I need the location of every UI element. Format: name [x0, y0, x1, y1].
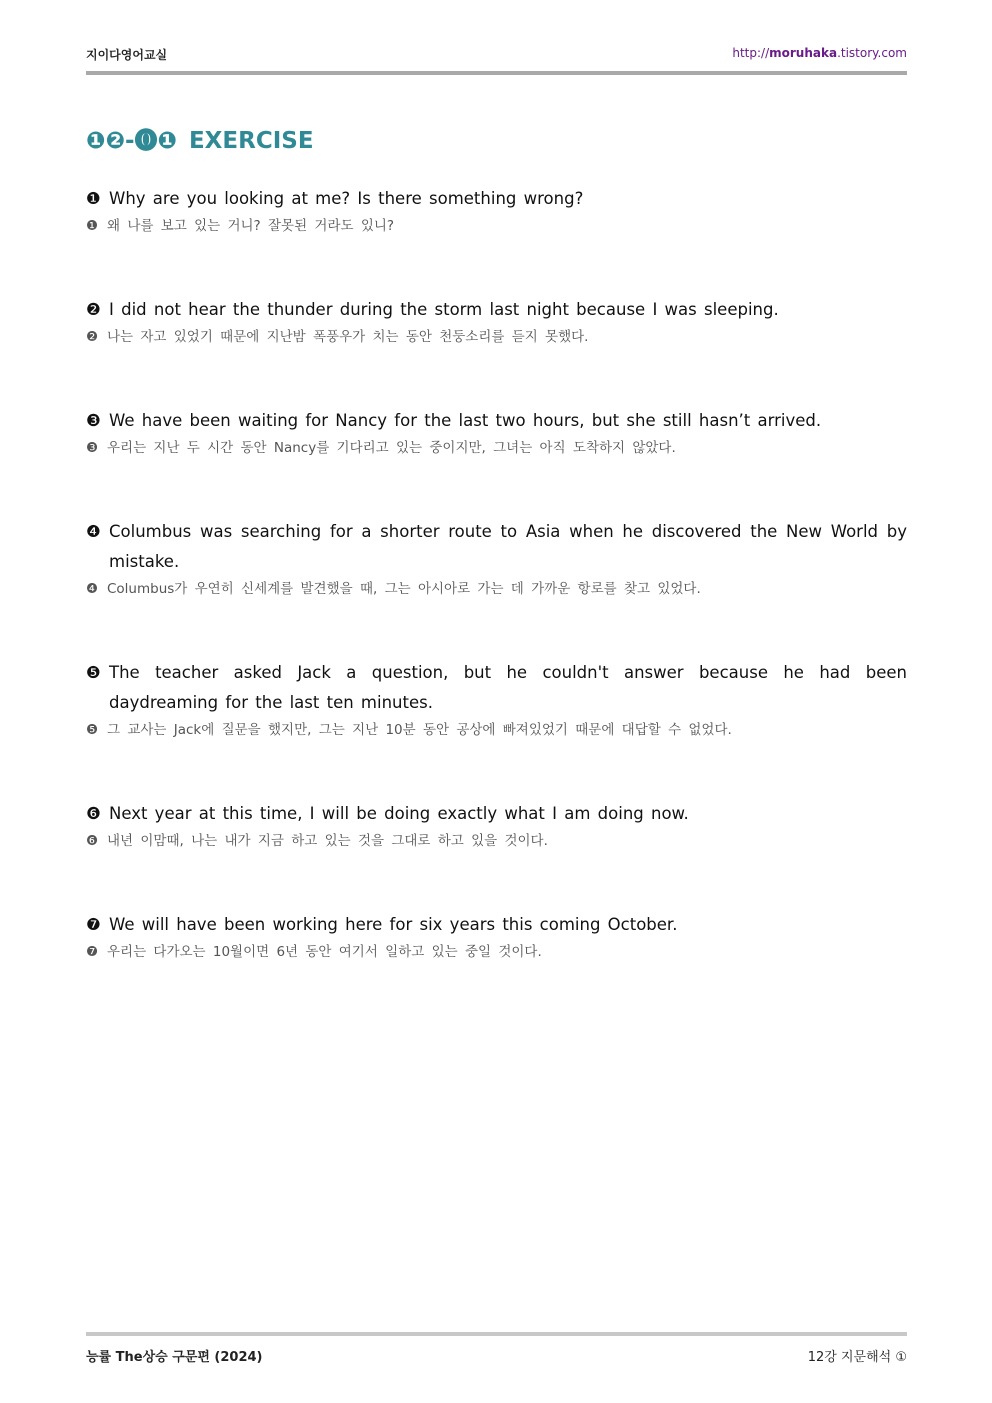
english-text: I did not hear the thunder during the storm last night because I was sleeping.	[109, 300, 779, 319]
item-badge: ❻	[86, 833, 99, 849]
english-text: Why are you looking at me? Is there something wrong?	[109, 189, 584, 208]
item-badge: ❼	[86, 944, 99, 960]
item-badge: ❶	[86, 189, 101, 208]
english-sentence	[86, 406, 907, 436]
item-badge: ❷	[86, 300, 101, 319]
exercise-item-6	[86, 799, 907, 851]
item-badge: ❼	[86, 915, 101, 934]
korean-translation	[86, 327, 907, 347]
exercise-item-2	[86, 295, 907, 347]
exercise-item-4	[86, 517, 907, 599]
item-badge: ❷	[86, 329, 99, 345]
english-sentence	[86, 799, 907, 829]
korean-text: 그 교사는 Jack에 질문을 했지만, 그는 지난 10분 동안 공상에 빠져있었기 때문에 대답할 수 없었다.	[107, 722, 732, 738]
page-footer	[86, 1346, 907, 1366]
exercise-item-1	[86, 184, 907, 236]
exercise-item-7	[86, 910, 907, 962]
item-badge: ❺	[86, 663, 101, 682]
english-text: The teacher asked Jack a question, but he couldn't answer because he had been daydreaming for the last ten minutes.	[109, 663, 907, 712]
header-site-name: 지이다영어교실	[86, 48, 168, 62]
korean-text: 왜 나를 보고 있는 거니? 잘못된 거라도 있니?	[107, 218, 395, 234]
header-divider	[86, 71, 907, 75]
item-badge: ❺	[86, 722, 99, 738]
english-text: We will have been working here for six years this coming October.	[109, 915, 678, 934]
english-text: Columbus was searching for a shorter route to Asia when he discovered the New World by mistake.	[109, 522, 907, 571]
english-sentence	[86, 517, 907, 577]
item-badge: ❸	[86, 411, 101, 430]
item-badge: ❹	[86, 581, 99, 597]
url-suffix: .tistory.com	[837, 46, 907, 60]
section-title	[86, 122, 314, 155]
item-badge: ❻	[86, 804, 101, 823]
korean-translation	[86, 438, 907, 458]
english-sentence	[86, 910, 907, 940]
korean-text: 우리는 지난 두 시간 동안 Nancy를 기다리고 있는 중이지만, 그녀는 아직 도착하지 않았다.	[107, 440, 676, 456]
korean-text: 나는 자고 있었기 때문에 지난밤 폭풍우가 치는 동안 천둥소리를 듣지 못했다.	[107, 329, 589, 345]
page-header	[86, 46, 907, 66]
section-number: ❶❷-⓿❶	[86, 128, 177, 154]
english-sentence	[86, 658, 907, 718]
section-label: EXERCISE	[188, 128, 314, 154]
english-sentence	[86, 295, 907, 325]
korean-translation	[86, 720, 907, 740]
korean-translation	[86, 831, 907, 851]
korean-translation	[86, 942, 907, 962]
url-bold: moruhaka	[769, 46, 838, 60]
korean-text: 우리는 다가오는 10월이면 6년 동안 여기서 일하고 있는 중일 것이다.	[107, 944, 542, 960]
footer-divider	[86, 1332, 907, 1336]
english-text: We have been waiting for Nancy for the last two hours, but she still hasn’t arrived.	[109, 411, 822, 430]
url-prefix: http://	[732, 46, 770, 60]
english-sentence	[86, 184, 907, 214]
exercise-item-5	[86, 658, 907, 740]
exercise-item-3	[86, 406, 907, 458]
item-badge: ❹	[86, 522, 101, 541]
english-text: Next year at this time, I will be doing exactly what I am doing now.	[109, 804, 689, 823]
item-badge: ❸	[86, 440, 99, 456]
header-url[interactable]	[732, 46, 907, 60]
korean-translation	[86, 579, 907, 599]
item-badge: ❶	[86, 218, 99, 234]
footer-book-title: 능률 The상승 구문편 (2024)	[86, 1350, 263, 1365]
footer-lesson-label: 12강 지문해석 ①	[807, 1350, 907, 1365]
korean-text: 내년 이맘때, 나는 내가 지금 하고 있는 것을 그대로 하고 있을 것이다.	[107, 833, 548, 849]
korean-translation	[86, 216, 907, 236]
korean-text: Columbus가 우연히 신세계를 발견했을 때, 그는 아시아로 가는 데 가까운 항로를 찾고 있었다.	[107, 581, 701, 597]
